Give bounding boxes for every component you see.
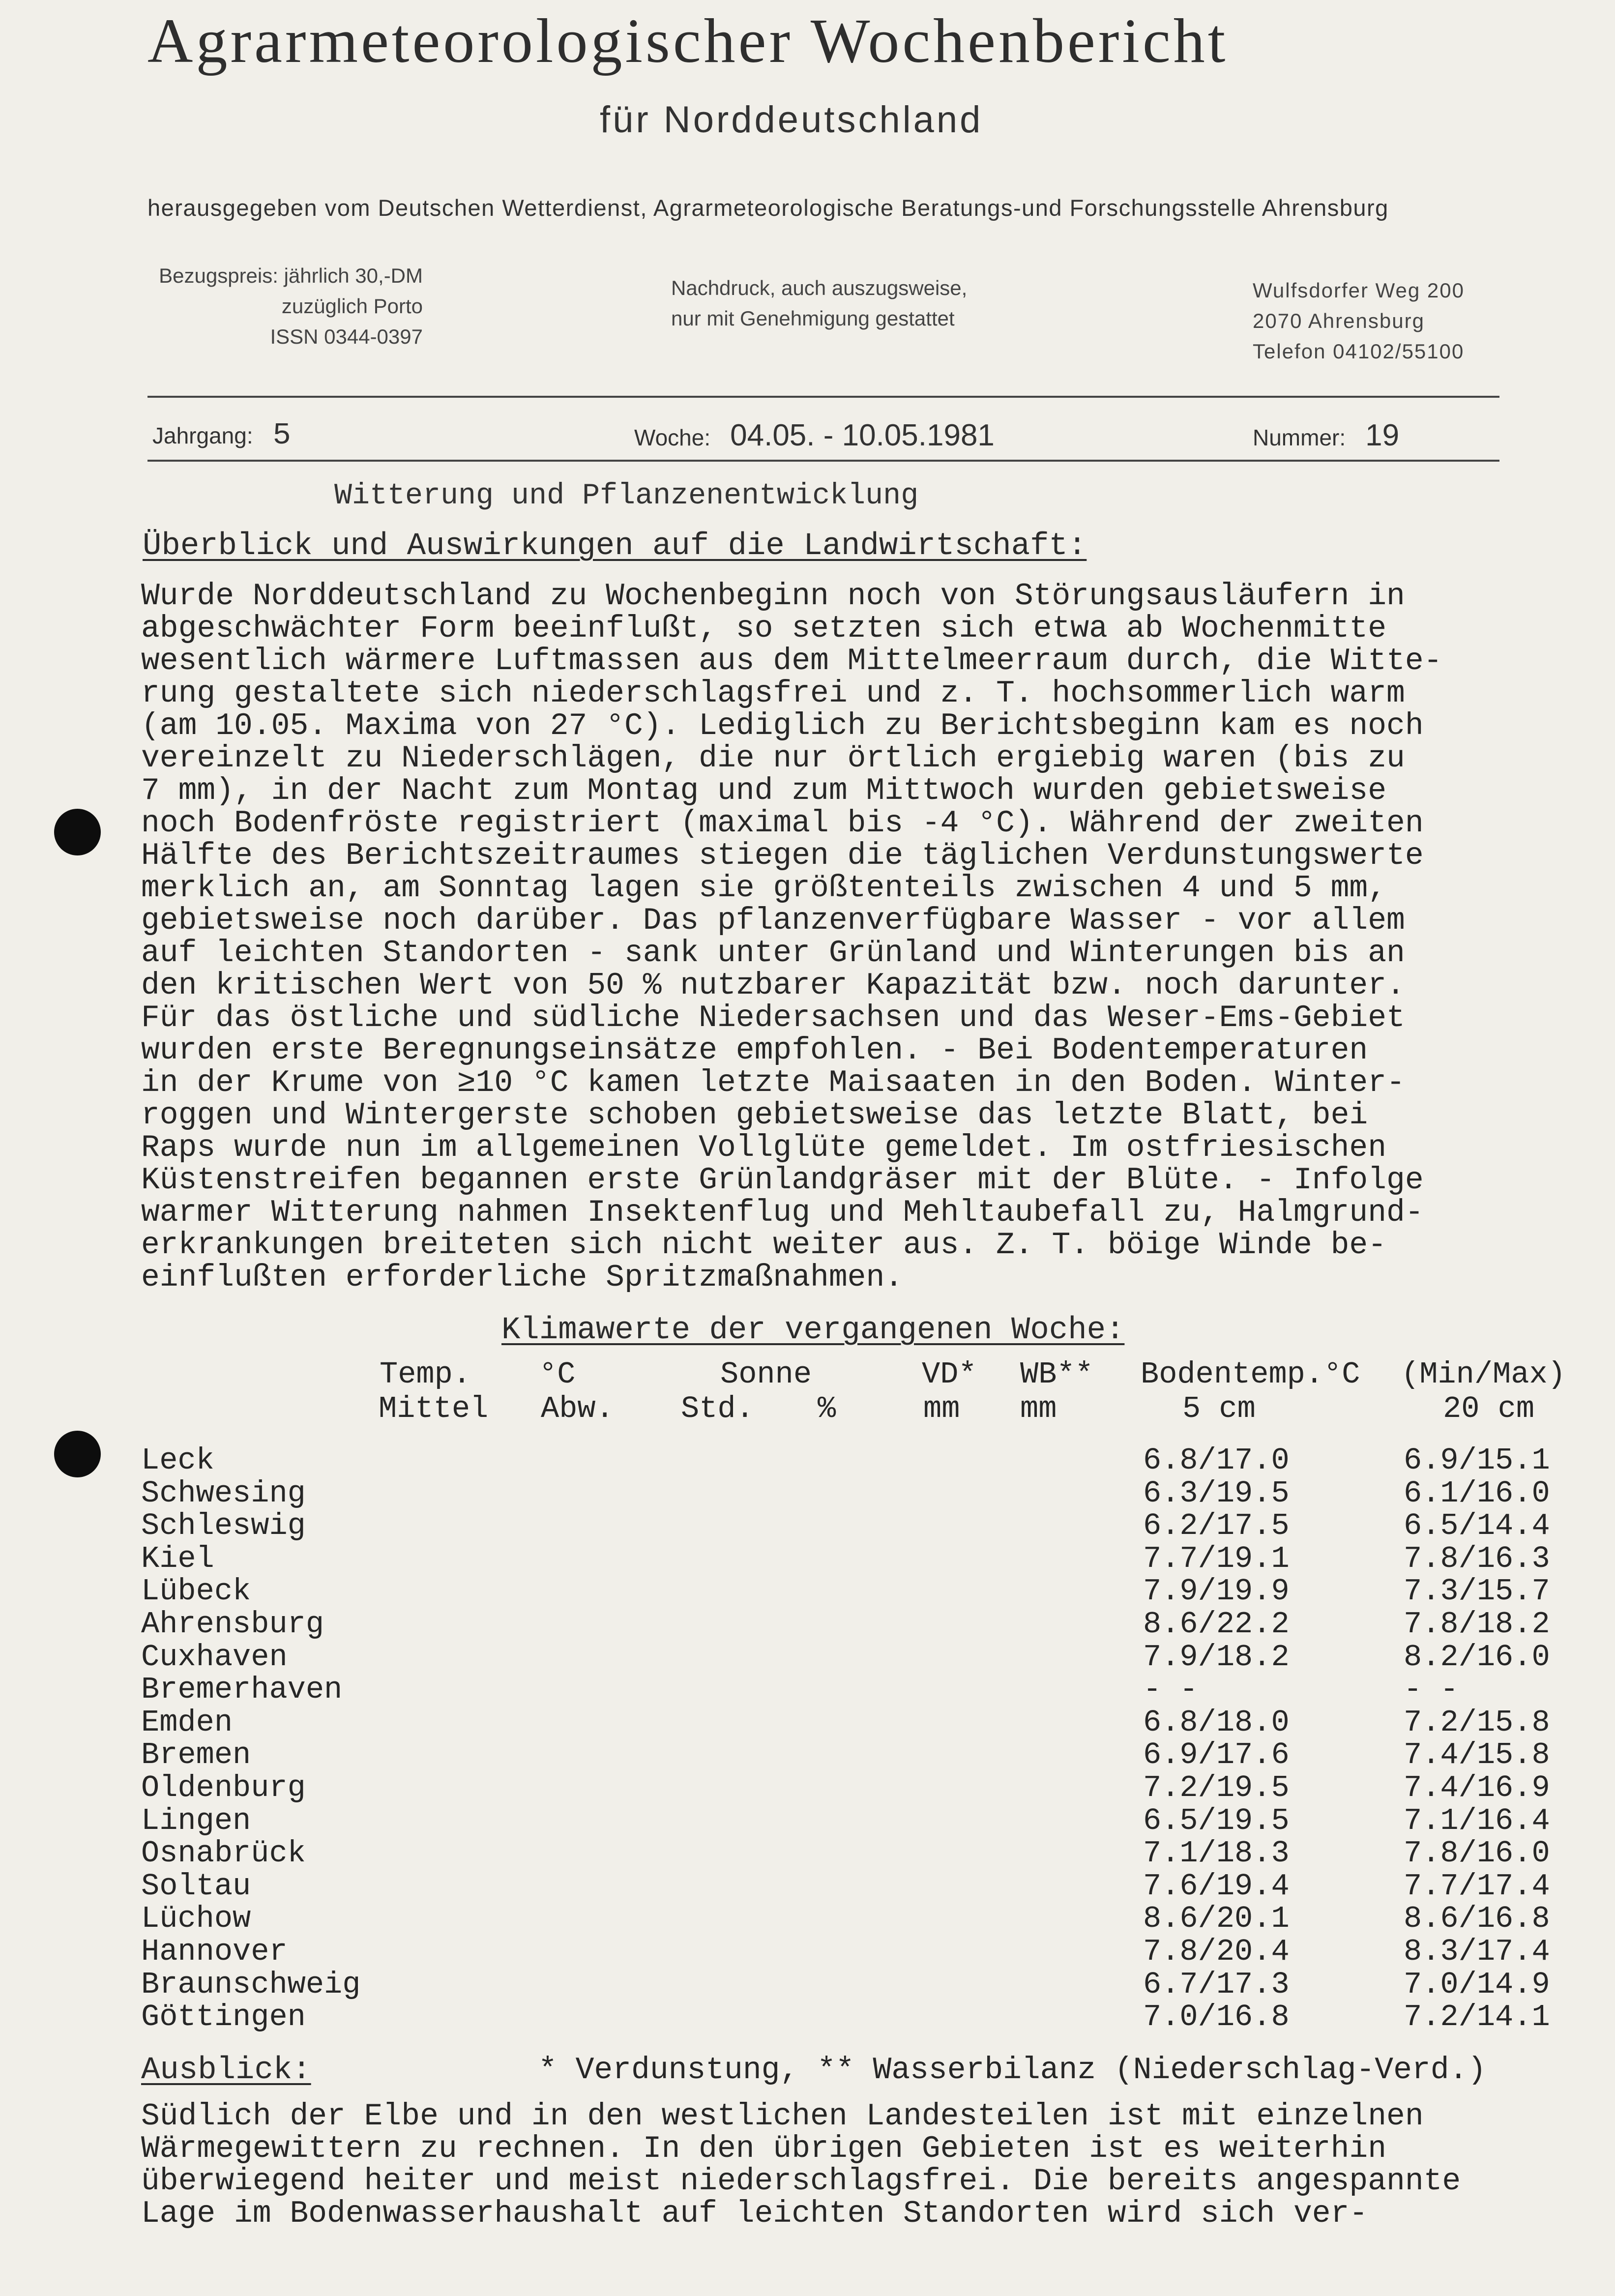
station-name: Hannover: [141, 1934, 288, 1969]
soil-temp-20cm: 7.8/16.0: [1404, 1836, 1550, 1871]
text-line: wesentlich wärmere Luftmassen aus dem Mittelmeerraum durch, die Witte-: [141, 644, 1442, 678]
column-header: Sonne: [720, 1357, 812, 1392]
text-line: den kritischen Wert von 50 % nutzbarer Kapazität bzw. noch darunter.: [141, 968, 1405, 1003]
jahrgang-label: Jahrgang:: [152, 423, 253, 448]
soil-temp-5cm: 8.6/22.2: [1143, 1607, 1290, 1642]
station-name: Ahrensburg: [141, 1607, 324, 1642]
column-header: Std.: [681, 1391, 754, 1426]
soil-temp-5cm: 7.6/19.4: [1143, 1869, 1290, 1904]
station-name: Kiel: [141, 1541, 214, 1576]
text-line: Lage im Bodenwasserhaushalt auf leichten Standorten wird sich ver-: [141, 2196, 1368, 2231]
text-line: rung gestaltete sich niederschlagsfrei und z. T. hochsommerlich warm: [141, 676, 1405, 711]
text-line: wurden erste Beregnungseinsätze empfohlen. - Bei Bodentemperaturen: [141, 1033, 1368, 1068]
woche-label: Woche:: [634, 425, 711, 450]
station-name: Cuxhaven: [141, 1640, 288, 1675]
station-name: Bremen: [141, 1737, 251, 1772]
station-name: Lingen: [141, 1803, 251, 1838]
soil-temp-20cm: 8.2/16.0: [1404, 1640, 1550, 1675]
column-header: Temp.: [380, 1357, 471, 1392]
text-line: Für das östliche und südliche Niedersachsen und das Weser-Ems-Gebiet: [141, 1001, 1405, 1035]
text-line: einflußten erforderliche Spritzmaßnahmen.: [141, 1260, 904, 1295]
text-line: erkrankungen breiteten sich nicht weiter aus. Z. T. böige Winde be-: [141, 1228, 1387, 1263]
reprint-block: [671, 273, 967, 334]
station-name: Lübeck: [141, 1574, 251, 1609]
text-line: Wärmegewittern zu rechnen. In den übrigen Gebieten ist es weiterhin: [141, 2131, 1387, 2166]
column-header: VD*: [922, 1357, 977, 1392]
station-name: Schwesing: [141, 1476, 306, 1511]
reprint-line-1: Nachdruck, auch auszugsweise,: [671, 276, 968, 299]
climate-heading: Klimawerte der vergangenen Woche:: [501, 1313, 1125, 1348]
jahrgang-value: 5: [272, 418, 291, 453]
soil-temp-5cm: 7.7/19.1: [1143, 1541, 1290, 1576]
text-line: Raps wurde nun im allgemeinen Vollglüte gemeldet. Im ostfriesischen: [141, 1130, 1387, 1165]
nummer-value: 19: [1365, 418, 1400, 452]
soil-temp-20cm: 7.8/18.2: [1404, 1607, 1550, 1642]
reprint-line-2: nur mit Genehmigung gestattet: [671, 307, 955, 330]
soil-temp-5cm: 7.1/18.3: [1143, 1836, 1290, 1871]
station-name: Soltau: [141, 1869, 251, 1904]
column-header: mm: [923, 1391, 960, 1426]
text-line: auf leichten Standorten - sank unter Grünland und Winterungen bis an: [141, 936, 1405, 971]
text-line: Wurde Norddeutschland zu Wochenbeginn noch von Störungsausläufern in: [141, 579, 1405, 614]
soil-temp-20cm: 7.3/15.7: [1404, 1574, 1550, 1609]
punch-hole-bottom: [54, 1431, 101, 1477]
text-line: 7 mm), in der Nacht zum Montag und zum Mittwoch wurden gebietsweise: [141, 773, 1387, 808]
column-header: °C: [539, 1357, 576, 1392]
soil-temp-5cm: 6.8/17.0: [1143, 1443, 1290, 1478]
text-line: abgeschwächter Form beeinflußt, so setzten sich etwa ab Wochenmitte: [141, 611, 1387, 646]
outlook-heading: Ausblick:: [141, 2053, 311, 2088]
station-name: Bremerhaven: [141, 1672, 343, 1707]
soil-temp-5cm: 7.9/18.2: [1143, 1640, 1290, 1675]
section-title: Witterung und Pflanzenentwicklung: [334, 479, 919, 513]
column-header: Bodentemp.°C: [1141, 1357, 1360, 1392]
soil-temp-20cm: 7.2/14.1: [1404, 2000, 1550, 2034]
meta-jahrgang: [152, 418, 291, 453]
station-name: Leck: [141, 1443, 214, 1478]
soil-temp-20cm: - -: [1404, 1672, 1459, 1707]
soil-temp-5cm: 7.9/19.9: [1143, 1574, 1290, 1609]
column-header: WB**: [1020, 1357, 1093, 1392]
soil-temp-5cm: 6.3/19.5: [1143, 1476, 1290, 1511]
soil-temp-20cm: 6.9/15.1: [1404, 1443, 1550, 1478]
soil-temp-5cm: 7.0/16.8: [1143, 2000, 1290, 2034]
column-header: Abw.: [541, 1391, 614, 1426]
soil-temp-5cm: 7.8/20.4: [1143, 1934, 1290, 1969]
soil-temp-20cm: 6.1/16.0: [1404, 1476, 1550, 1511]
text-line: Südlich der Elbe und in den westlichen Landesteilen ist mit einzelnen: [141, 2099, 1424, 2134]
woche-value: 04.05. - 10.05.1981: [730, 418, 995, 452]
soil-temp-20cm: 8.6/16.8: [1404, 1901, 1550, 1936]
text-line: noch Bodenfröste registriert (maximal bis -4 °C). Während der zweiten: [141, 806, 1424, 841]
overview-body: [141, 580, 1567, 1294]
text-line: Hälfte des Berichtszeitraumes stiegen die täglichen Verdunstungswerte: [141, 838, 1424, 873]
station-name: Oldenburg: [141, 1770, 306, 1805]
column-header: 20 cm: [1443, 1391, 1535, 1426]
text-line: gebietsweise noch darüber. Das pflanzenverfügbare Wasser - vor allem: [141, 903, 1405, 938]
punch-hole-top: [54, 809, 101, 855]
table-footnote: * Verdunstung, ** Wasserbilanz (Niederschlag-Verd.): [538, 2053, 1487, 2088]
soil-temp-5cm: 7.2/19.5: [1143, 1770, 1290, 1805]
soil-temp-20cm: 6.5/14.4: [1404, 1508, 1550, 1543]
soil-temp-20cm: 7.0/14.9: [1404, 1967, 1550, 2002]
address-block: [1253, 275, 1465, 367]
text-line: überwiegend heiter und meist niederschlagsfrei. Die bereits angespannte: [141, 2164, 1461, 2199]
address-city: 2070 Ahrensburg: [1253, 309, 1425, 332]
soil-temp-5cm: - -: [1143, 1672, 1198, 1707]
soil-temp-20cm: 7.4/15.8: [1404, 1737, 1550, 1772]
text-line: merklich an, am Sonntag lagen sie größtenteils zwischen 4 und 5 mm,: [141, 871, 1387, 906]
issn-line: ISSN 0344-0397: [270, 325, 423, 348]
rule-bottom: [147, 460, 1499, 462]
station-name: Emden: [141, 1705, 233, 1740]
soil-temp-20cm: 7.7/17.4: [1404, 1869, 1550, 1904]
station-name: Schleswig: [141, 1508, 306, 1543]
soil-temp-5cm: 6.5/19.5: [1143, 1803, 1290, 1838]
text-line: roggen und Wintergerste schoben gebietsweise das letzte Blatt, bei: [141, 1098, 1368, 1133]
soil-temp-5cm: 6.9/17.6: [1143, 1737, 1290, 1772]
text-line: in der Krume von ≥10 °C kamen letzte Maisaaten in den Boden. Winter-: [141, 1065, 1405, 1100]
text-line: vereinzelt zu Niederschlägen, die nur örtlich ergiebig waren (bis zu: [141, 741, 1405, 776]
nummer-label: Nummer:: [1253, 425, 1346, 450]
soil-temp-20cm: 7.4/16.9: [1404, 1770, 1550, 1805]
porto-line: zuzüglich Porto: [281, 294, 423, 318]
soil-temp-20cm: 8.3/17.4: [1404, 1934, 1550, 1969]
column-header: %: [818, 1391, 836, 1426]
station-name: Göttingen: [141, 2000, 306, 2034]
meta-woche: [634, 418, 995, 453]
soil-temp-20cm: 7.8/16.3: [1404, 1541, 1550, 1576]
station-name: Osnabrück: [141, 1836, 306, 1871]
address-phone: Telefon 04102/55100: [1253, 340, 1465, 363]
meta-nummer: [1253, 418, 1399, 453]
rule-top: [147, 396, 1499, 398]
soil-temp-5cm: 6.2/17.5: [1143, 1508, 1290, 1543]
soil-temp-5cm: 6.7/17.3: [1143, 1967, 1290, 2002]
text-line: Küstenstreifen begannen erste Grünlandgräser mit der Blüte. - Infolge: [141, 1163, 1424, 1198]
station-name: Lüchow: [141, 1901, 251, 1936]
price-block: [147, 261, 423, 352]
column-header: mm: [1020, 1391, 1057, 1426]
column-header: Mittel: [379, 1391, 489, 1426]
text-line: warmer Witterung nahmen Insektenflug und Mehltaubefall zu, Halmgrund-: [141, 1195, 1424, 1230]
station-name: Braunschweig: [141, 1967, 361, 2002]
soil-temp-20cm: 7.1/16.4: [1404, 1803, 1550, 1838]
column-header: 5 cm: [1182, 1391, 1256, 1426]
soil-temp-5cm: 6.8/18.0: [1143, 1705, 1290, 1740]
outlook-body: [141, 2100, 1567, 2230]
publisher-line: herausgegeben vom Deutschen Wetterdienst, Agrarmeteorologische Beratungs-und Forschungsstelle Ahrensburg: [147, 195, 1389, 221]
column-header: (Min/Max): [1401, 1357, 1566, 1392]
address-street: Wulfsdorfer Weg 200: [1253, 279, 1465, 302]
report-subtitle: für Norddeutschland: [600, 99, 983, 141]
soil-temp-5cm: 8.6/20.1: [1143, 1901, 1290, 1936]
overview-heading: Überblick und Auswirkungen auf die Landwirtschaft:: [143, 529, 1087, 564]
text-line: (am 10.05. Maxima von 27 °C). Lediglich zu Berichtsbeginn kam es noch: [141, 708, 1424, 743]
report-title: Agrarmeteorologischer Wochenbericht: [147, 6, 1229, 76]
price-line: Bezugspreis: jährlich 30,-DM: [159, 264, 423, 287]
soil-temp-20cm: 7.2/15.8: [1404, 1705, 1550, 1740]
